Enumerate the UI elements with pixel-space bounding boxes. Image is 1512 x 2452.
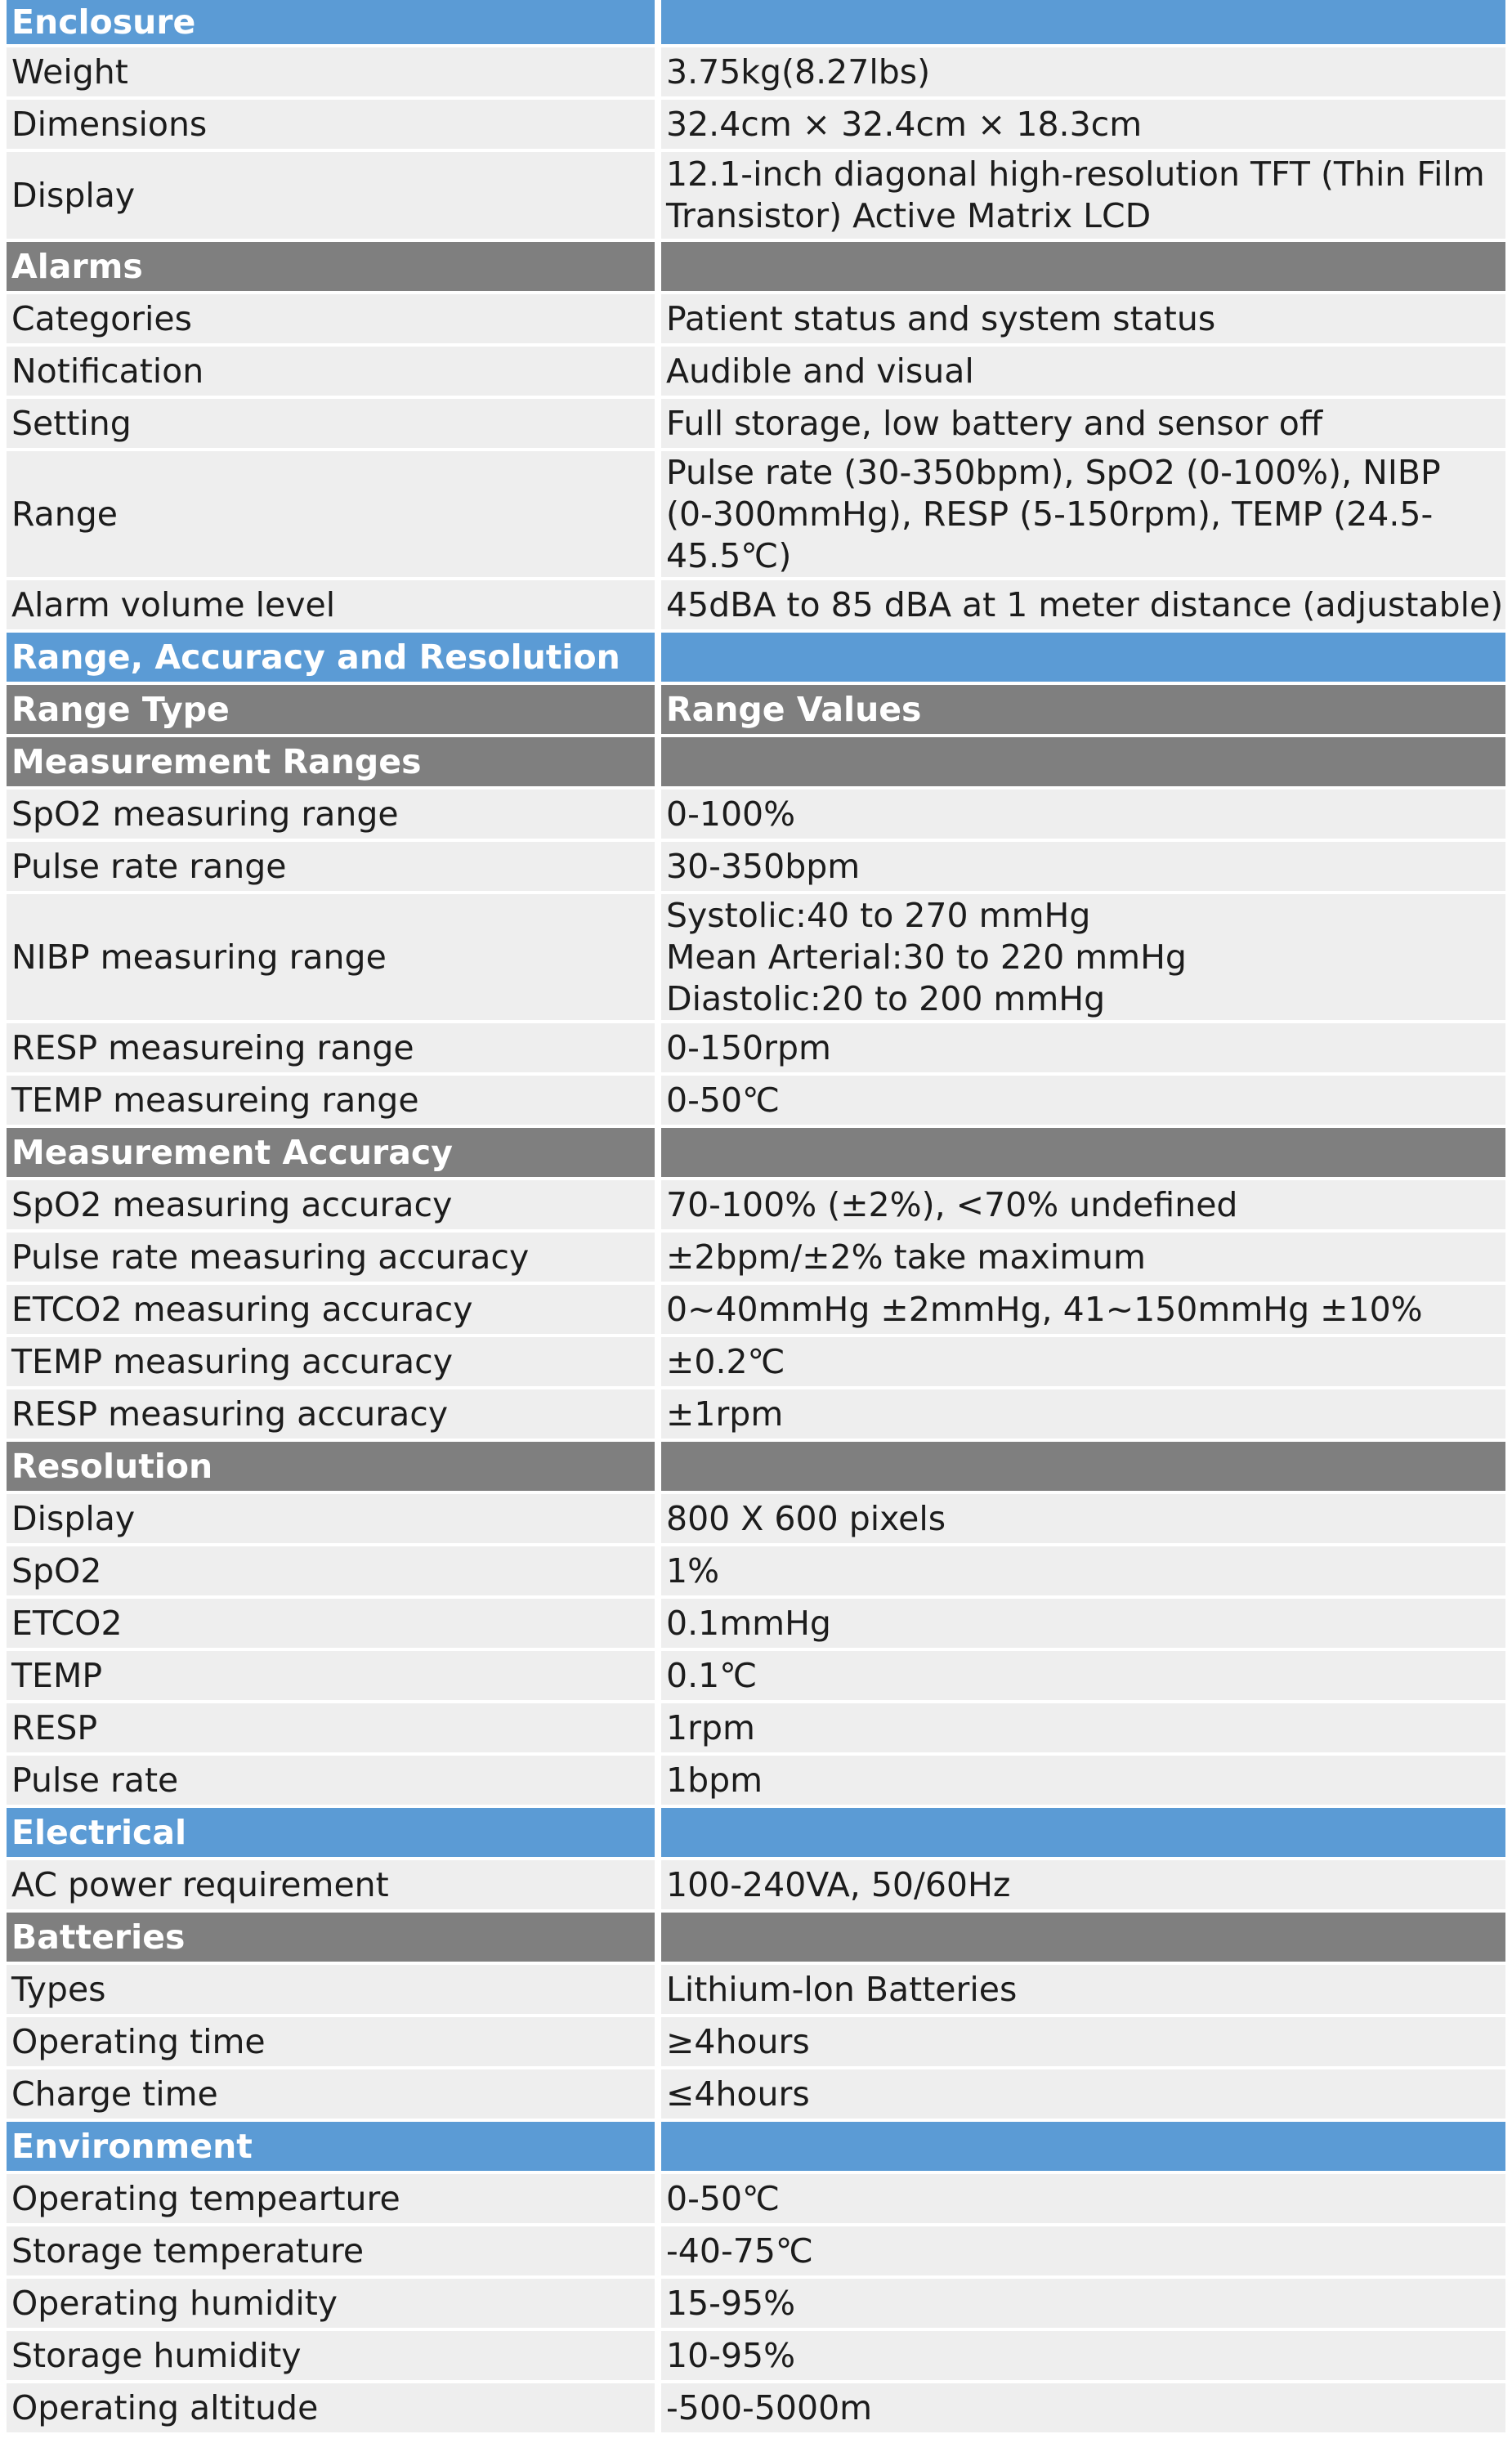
spec-label: SpO2 measuring range [7,790,655,839]
spec-label: Storage temperature [7,2226,655,2275]
spec-label: Pulse rate measuring accuracy [7,1233,655,1282]
section-header-alarms [7,242,1505,291]
spec-row-setting [7,399,1505,448]
spec-label: SpO2 measuring accuracy [7,1180,655,1229]
section-header-measurement-ranges [7,737,1505,786]
spec-label: Notification [7,347,655,396]
spec-label: Pulse rate range [7,842,655,891]
spec-value [661,1494,1505,1543]
spec-value-text: 0-50℃ [666,1080,781,1120]
spec-label: ETCO2 measuring accuracy [7,1285,655,1334]
section-header-environment [7,2122,1505,2171]
spec-value [661,894,1505,1020]
spec-value [661,2174,1505,2223]
spec-label: ETCO2 [7,1599,655,1648]
spec-row-spo2-measuring-range [7,790,1505,839]
spec-row-temp-measureing-range [7,1076,1505,1125]
spec-row-operating-altitude [7,2383,1505,2432]
section-value [661,737,1505,786]
spec-row-pulse-rate [7,1756,1505,1805]
spec-row-etco2 [7,1599,1505,1648]
spec-value-text: 0-150rpm [666,1027,831,1067]
section-header-range-type [7,685,1505,734]
spec-value [661,399,1505,448]
spec-row-resp-measuring-accuracy [7,1389,1505,1439]
section-value [661,1442,1505,1491]
section-title: Batteries [7,1913,655,1962]
spec-label: Dimensions [7,100,655,149]
spec-value-text: 1rpm [666,1707,755,1747]
spec-value-text: Audible and visual [666,351,974,391]
spec-label: TEMP measureing range [7,1076,655,1125]
spec-value [661,1860,1505,1909]
spec-value-text: ≤4hours [666,2074,810,2114]
spec-row-storage-humidity [7,2331,1505,2380]
section-value [661,2122,1505,2171]
spec-value-text: 15-95% [666,2283,796,2323]
spec-label: Types [7,1965,655,2014]
spec-row-operating-humidity [7,2279,1505,2328]
spec-row-temp-measuring-accuracy [7,1337,1505,1386]
spec-row-ac-power-requirement [7,1860,1505,1909]
section-value [661,0,1505,44]
spec-label: RESP measureing range [7,1023,655,1072]
section-header-batteries [7,1913,1505,1962]
spec-value-text: 0-100% [666,794,796,834]
spec-value [661,2226,1505,2275]
spec-row-operating-time [7,2017,1505,2066]
section-header-range-accuracy-and-resolution [7,633,1505,682]
spec-label: Display [7,152,655,239]
spec-row-pulse-rate-range [7,842,1505,891]
spec-value [661,1023,1505,1072]
section-value [661,242,1505,291]
spec-value [661,842,1505,891]
section-title: Measurement Accuracy [7,1128,655,1177]
spec-value-text: 32.4cm × 32.4cm × 18.3cm [666,104,1143,144]
spec-value [661,451,1505,577]
spec-value [661,1337,1505,1386]
spec-label: RESP [7,1703,655,1752]
section-value [661,1808,1505,1857]
spec-label: Operating humidity [7,2279,655,2328]
section-value [661,633,1505,682]
spec-row-charge-time [7,2069,1505,2119]
section-header-resolution [7,1442,1505,1491]
spec-value [661,47,1505,96]
spec-value [661,1965,1505,2014]
spec-value-text: 30-350bpm [666,846,861,886]
spec-row-pulse-rate-measuring-accuracy [7,1233,1505,1282]
spec-row-resp [7,1703,1505,1752]
spec-value-text: 100-240VA, 50/60Hz [666,1864,1011,1904]
spec-row-etco2-measuring-accuracy [7,1285,1505,1334]
spec-row-dimensions [7,100,1505,149]
spec-value-text: 0~40mmHg ±2mmHg, 41~150mmHg ±10% [666,1289,1423,1329]
spec-value-text: 1% [666,1550,720,1591]
spec-row-display [7,152,1505,239]
spec-value-text: 0.1mmHg [666,1603,831,1643]
spec-value [661,2383,1505,2432]
section-value [661,685,1505,734]
spec-label: Range [7,451,655,577]
spec-value [661,152,1505,239]
spec-value-text: -500-5000m [666,2387,873,2427]
spec-label: SpO2 [7,1546,655,1595]
spec-value [661,347,1505,396]
spec-value-text: 12.1-inch diagonal high-resolution TFT (Thin Film Transistor) Active Matrix LCD [666,154,1485,235]
spec-value [661,580,1505,629]
spec-label: Operating altitude [7,2383,655,2432]
section-value [661,1128,1505,1177]
spec-value-text: 45dBA to 85 dBA at 1 meter distance (adjustable) [666,584,1504,624]
spec-label: Storage humidity [7,2331,655,2380]
spec-value-text: 70-100% (±2%), <70% undefined [666,1184,1238,1224]
spec-value-text: ≥4hours [666,2021,810,2061]
section-title: Range, Accuracy and Resolution [7,633,655,682]
spec-label: Alarm volume level [7,580,655,629]
spec-label: Operating tempearture [7,2174,655,2223]
spec-label: Categories [7,294,655,343]
spec-label: Display [7,1494,655,1543]
spec-label: RESP measuring accuracy [7,1389,655,1439]
spec-value-text: Full storage, low battery and sensor off [666,403,1323,443]
section-title: Electrical [7,1808,655,1857]
section-title: Resolution [7,1442,655,1491]
spec-row-resp-measureing-range [7,1023,1505,1072]
spec-row-operating-tempearture [7,2174,1505,2223]
section-header-measurement-accuracy [7,1128,1505,1177]
spec-row-categories [7,294,1505,343]
spec-value-text: Lithium-lon Batteries [666,1969,1018,2009]
spec-value-text: 800 X 600 pixels [666,1498,946,1538]
spec-row-weight [7,47,1505,96]
spec-value [661,1703,1505,1752]
section-header-electrical [7,1808,1505,1857]
section-title: Measurement Ranges [7,737,655,786]
spec-value [661,1233,1505,1282]
spec-value-text: -40-75℃ [666,2231,813,2271]
spec-value-text: 0-50℃ [666,2178,781,2218]
spec-value-text: Range Values [666,689,922,729]
spec-value [661,1180,1505,1229]
spec-row-spo2 [7,1546,1505,1595]
spec-row-alarm-volume-level [7,580,1505,629]
spec-value-text: Pulse rate (30-350bpm), SpO2 (0-100%), NIBP (0-300mmHg), RESP (5-150rpm), TEMP (24.5- 45.5℃) [666,452,1441,575]
section-title: Alarms [7,242,655,291]
spec-value-text: Patient status and system status [666,298,1216,338]
section-header-enclosure [7,0,1505,44]
section-title: Enclosure [7,0,655,44]
spec-value [661,1756,1505,1805]
spec-label: Setting [7,399,655,448]
spec-value-text: Systolic:40 to 270 mmHg Mean Arterial:30 to 220 mmHg Diastolic:20 to 200 mmHg [666,895,1187,1018]
spec-value [661,1285,1505,1334]
spec-value [661,100,1505,149]
spec-value [661,2017,1505,2066]
section-title: Range Type [7,685,655,734]
spec-value [661,1599,1505,1648]
spec-value-text: 10-95% [666,2335,796,2375]
spec-value [661,1076,1505,1125]
spec-value [661,294,1505,343]
spec-value [661,1546,1505,1595]
spec-label: AC power requirement [7,1860,655,1909]
spec-value [661,2279,1505,2328]
spec-value-text: ±2bpm/±2% take maximum [666,1237,1146,1277]
spec-row-spo2-measuring-accuracy [7,1180,1505,1229]
spec-row-range [7,451,1505,577]
spec-label: Pulse rate [7,1756,655,1805]
section-title: Environment [7,2122,655,2171]
spec-value [661,2331,1505,2380]
spec-label: NIBP measuring range [7,894,655,1020]
spec-value-text: ±0.2℃ [666,1341,785,1381]
spec-row-nibp-measuring-range [7,894,1505,1020]
section-value [661,1913,1505,1962]
spec-value [661,790,1505,839]
spec-value [661,2069,1505,2119]
spec-label: Operating time [7,2017,655,2066]
spec-value-text: 3.75kg(8.27lbs) [666,51,931,92]
spec-row-notification [7,347,1505,396]
spec-row-storage-temperature [7,2226,1505,2275]
spec-row-temp [7,1651,1505,1700]
spec-value-text: 1bpm [666,1760,763,1800]
spec-value-text: ±1rpm [666,1394,784,1434]
spec-label: TEMP measuring accuracy [7,1337,655,1386]
spec-row-display [7,1494,1505,1543]
spec-value [661,1651,1505,1700]
spec-row-types [7,1965,1505,2014]
spec-label: Weight [7,47,655,96]
spec-value [661,1389,1505,1439]
spec-label: TEMP [7,1651,655,1700]
spec-label: Charge time [7,2069,655,2119]
spec-value-text: 0.1℃ [666,1655,758,1695]
